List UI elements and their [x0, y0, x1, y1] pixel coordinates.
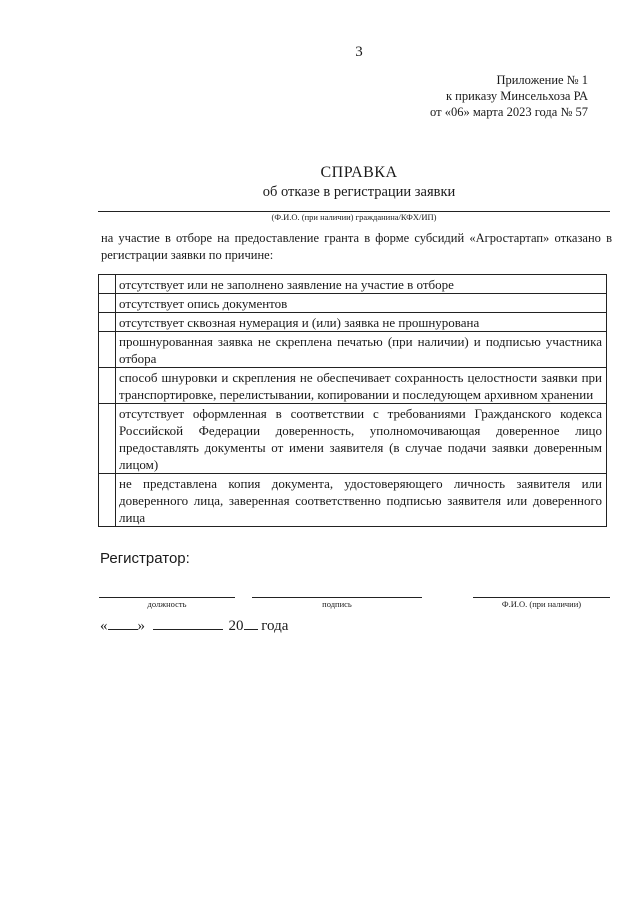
applicant-name-caption: (Ф.И.О. (при наличии) гражданина/КФХ/ИП) — [271, 212, 437, 222]
intro-text: на участие в отборе на предоставление гранта в форме субсидий «Агростартап» отказано в регистрации заявки по причине: — [101, 231, 612, 262]
date-row — [100, 617, 288, 635]
reason-text: отсутствует или не заполнено заявление на участие в отборе — [116, 275, 607, 294]
reason-text: способ шнуровки и скрепления не обеспечивает сохранность целостности заявки при транспортировке, перелистывании, копировании и последующем архивном хранении — [116, 368, 607, 404]
reasons-table — [98, 274, 607, 527]
signature-caption: подпись — [322, 599, 352, 609]
reason-row — [99, 368, 607, 404]
year-word: года — [261, 618, 289, 634]
month-field[interactable] — [153, 617, 223, 630]
appendix-line: к приказу Минсельхоза РА — [445, 89, 588, 103]
reason-text: не представлена копия документа, удостоверяющего личность заявителя или доверенного лица, заверенная соответственно подписью заявителя или доверенного лица — [116, 474, 607, 527]
reason-text: прошнурованная заявка не скреплена печатью (при наличии) и подписью участника отбора — [116, 332, 607, 368]
reason-checkbox[interactable] — [99, 368, 116, 404]
appendix-block — [430, 72, 588, 120]
reason-checkbox[interactable] — [99, 474, 116, 527]
reason-row — [99, 404, 607, 474]
position-caption: должность — [147, 599, 187, 609]
signature-field[interactable] — [252, 597, 422, 598]
reason-checkbox[interactable] — [99, 294, 116, 313]
year-field[interactable] — [244, 617, 258, 630]
reason-checkbox[interactable] — [99, 332, 116, 368]
appendix-line: Приложение № 1 — [496, 73, 588, 87]
reason-text: отсутствует сквозная нумерация и (или) заявка не прошнурована — [116, 313, 607, 332]
position-field[interactable] — [99, 597, 235, 598]
reason-text: отсутствует опись документов — [116, 294, 607, 313]
reason-checkbox[interactable] — [99, 313, 116, 332]
reason-text: отсутствует оформленная в соответствии с требованиями Гражданского кодекса Российской Федерации доверенность, уполномочивающая доверенное лицо предоставлять документы от имени заявителя (в случае подачи заявки доверенным лицом) — [116, 404, 607, 474]
date-close-quote: » — [137, 618, 145, 634]
reason-row — [99, 474, 607, 527]
reason-checkbox[interactable] — [99, 275, 116, 294]
date-open-quote: « — [100, 618, 108, 634]
document-title: СПРАВКА — [320, 164, 398, 181]
reason-row — [99, 313, 607, 332]
year-prefix: 20 — [228, 618, 244, 634]
appendix-line: от «06» марта 2023 года № 57 — [430, 105, 588, 119]
reason-row — [99, 294, 607, 313]
reason-row — [99, 275, 607, 294]
full-name-caption: Ф.И.О. (при наличии) — [501, 599, 582, 609]
registrar-label: Регистратор: — [100, 550, 190, 567]
day-field[interactable] — [108, 617, 138, 630]
document-subtitle: об отказе в регистрации заявки — [262, 184, 456, 200]
reason-checkbox[interactable] — [99, 404, 116, 474]
reason-row — [99, 332, 607, 368]
full-name-field[interactable] — [473, 597, 610, 598]
page-number: 3 — [355, 44, 363, 60]
